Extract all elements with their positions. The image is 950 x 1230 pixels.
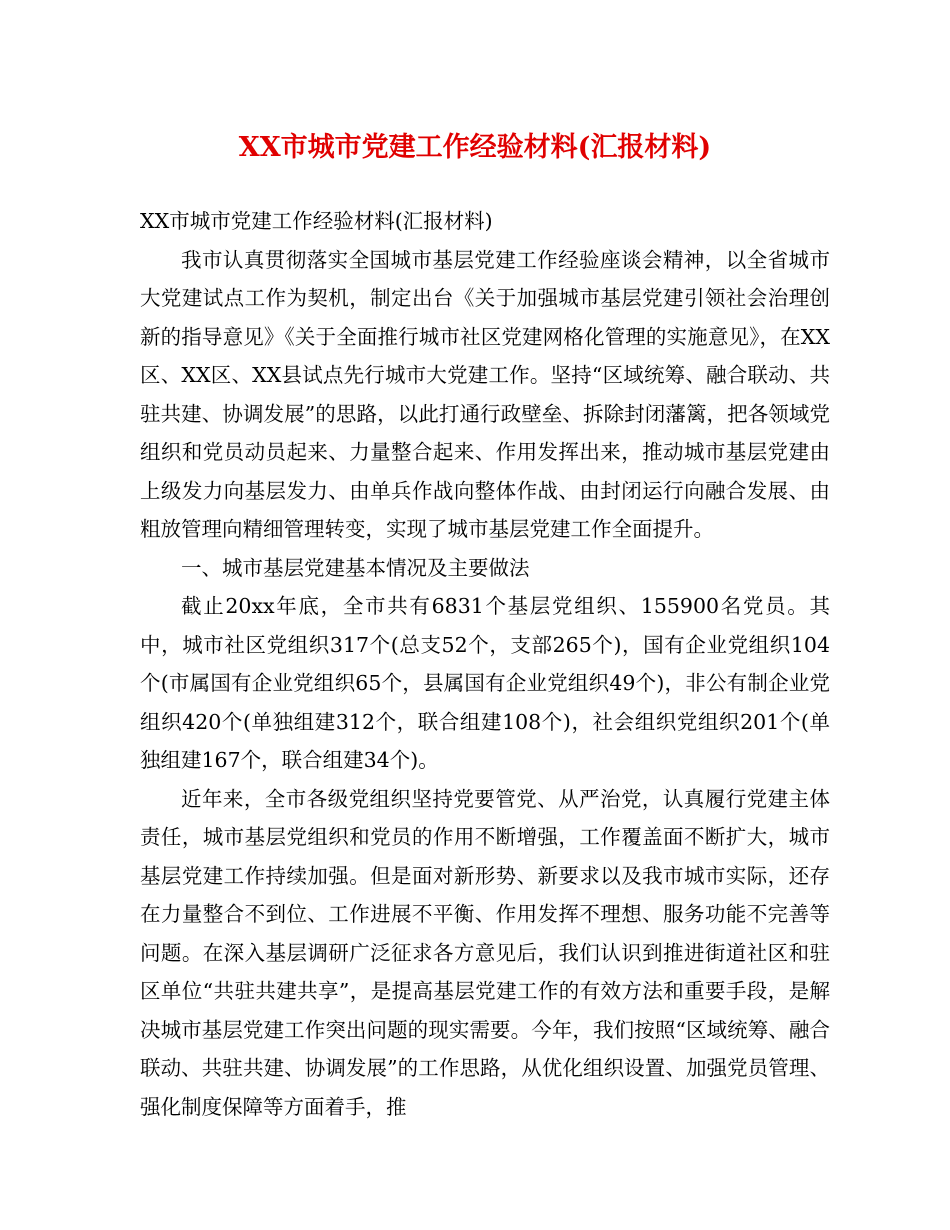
document-title: XX市城市党建工作经验材料(汇报材料): [238, 132, 712, 163]
paragraph-recent-years: 近年来，全市各级党组织坚持党要管党、从严治党，认真履行党建主体责任，城市基层党组织和党员的作用不断增强，工作覆盖面不断扩大，城市基层党建工作持续加强。但是面对新形势、新要求以及我市城市实际，还存在力量整合不到位、工作进展不平衡、作用发挥不理想、服务功能不完善等问题。在深入基层调研广泛征求各方意见后，我们认识到推进街道社区和驻区单位“共驻共建共享”，是提高基层党建工作的有效方法和重要手段，是解决城市基层党建工作突出问题的现实需要。今年，我们按照“区域统筹、融合联动、共驻共建、协调发展”的工作思路，从优化组织设置、加强党员管理、强化制度保障等方面着手，推: [140, 786, 830, 1119]
section-heading-1: 一、城市基层党建基本情况及主要做法: [181, 555, 530, 580]
paragraph-intro: 我市认真贯彻落实全国城市基层党建工作经验座谈会精神，以全省城市大党建试点工作为契机，制定出台《关于加强城市基层党建引领社会治理创新的指导意见》《关于全面推行城市社区党建网格化管理的实施意见》，在XX区、XX区、XX县试点先行城市大党建工作。坚持“区域统筹、融合联动、共驻共建、协调发展”的思路，以此打通行政壁垒、拆除封闭藩篱，把各领域党组织和党员动员起来、力量整合起来、作用发挥出来，推动城市基层党建由上级发力向基层发力、由单兵作战向整体作战、由封闭运行向融合发展、由粗放管理向精细管理转变，实现了城市基层党建工作全面提升。: [140, 247, 830, 541]
paragraph-statistics: 截止20xx年底，全市共有6831个基层党组织、155900名党员。其中，城市社区党组织317个(总支52个，支部265个)，国有企业党组织104个(市属国有企业党组织65个，县属国有企业党组织49个)，非公有制企业党组织420个(单独组建312个，联合组建108个)，社会组织党组织201个(单独组建167个，联合组建34个)。: [140, 594, 830, 772]
document-subtitle: XX市城市党建工作经验材料(汇报材料): [140, 209, 493, 233]
document-body: [140, 202, 830, 1126]
